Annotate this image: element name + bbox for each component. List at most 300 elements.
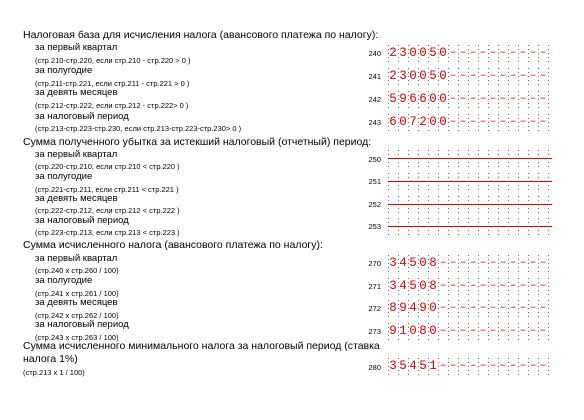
grid-dot (428, 185, 429, 186)
grid-dot (548, 154, 549, 155)
grid-dot (508, 278, 509, 279)
empty-cell-dash: – (489, 93, 497, 105)
grid-dot (488, 222, 489, 223)
grid-dot (468, 316, 469, 317)
grid-dot (478, 154, 479, 155)
grid-dot (438, 212, 439, 213)
grid-dot (528, 61, 529, 62)
grid-dot (388, 230, 389, 231)
empty-cell-dash: – (499, 302, 507, 314)
grid-dot (438, 173, 439, 174)
grid-dot (518, 45, 519, 46)
grid-dot (398, 189, 399, 190)
grid-dot (468, 45, 469, 46)
grid-dot (498, 212, 499, 213)
grid-dot (548, 316, 549, 317)
grid-dot (478, 200, 479, 201)
grid-dot (528, 234, 529, 235)
grid-dot (478, 374, 479, 375)
empty-cell-dash: – (469, 280, 477, 292)
value-field-251[interactable] (388, 172, 552, 192)
grid-dot (468, 212, 469, 213)
value-digit: 8 (389, 301, 397, 315)
row-label-240: за первый квартал (35, 42, 118, 53)
grid-dot (458, 130, 459, 131)
grid-dot (548, 53, 549, 54)
empty-cell-dash: – (529, 70, 537, 82)
grid-dot (538, 230, 539, 231)
empty-cell-dash: – (469, 47, 477, 59)
grid-dot (438, 339, 439, 340)
grid-dot (538, 358, 539, 359)
grid-dot (478, 61, 479, 62)
grid-dot (498, 358, 499, 359)
value-field-271[interactable] (388, 277, 552, 297)
row-formula-271: (стр.241 х стр.261 / 100) (35, 289, 119, 298)
grid-dot (428, 84, 429, 85)
grid-dot (458, 294, 459, 295)
grid-dot (518, 61, 519, 62)
grid-dot (498, 218, 499, 219)
grid-dot (438, 189, 439, 190)
empty-cell-dash: – (439, 360, 447, 372)
grid-dot (448, 200, 449, 201)
row-formula-270: (стр.240 х стр.260 / 100) (35, 266, 119, 275)
value-digit: 9 (419, 301, 427, 315)
value-digit: 0 (409, 69, 417, 83)
value-digit: 0 (439, 92, 447, 106)
grid-dot (538, 222, 539, 223)
line-code-252: 252 (368, 200, 381, 209)
grid-dot (508, 323, 509, 324)
empty-cell-dash: – (469, 360, 477, 372)
grid-dot (468, 234, 469, 235)
grid-dot (418, 200, 419, 201)
empty-cell-dash: – (529, 116, 537, 128)
grid-dot (388, 173, 389, 174)
grid-dot (538, 61, 539, 62)
value-field-253[interactable] (388, 217, 552, 237)
grid-dot (468, 107, 469, 108)
grid-dot (458, 177, 459, 178)
grid-dot (548, 114, 549, 115)
grid-dot (448, 358, 449, 359)
grid-dot (528, 255, 529, 256)
empty-cell-dash: – (529, 302, 537, 314)
grid-dot (488, 162, 489, 163)
grid-dot (468, 177, 469, 178)
grid-dot (418, 177, 419, 178)
grid-dot (428, 271, 429, 272)
grid-dot (498, 271, 499, 272)
empty-cell-dash: – (449, 325, 457, 337)
grid-dot (548, 200, 549, 201)
value-digit: 2 (389, 69, 397, 83)
grid-dot (518, 114, 519, 115)
grid-dot (528, 271, 529, 272)
grid-dot (458, 316, 459, 317)
grid-dot (408, 196, 409, 197)
value-digit: 5 (419, 359, 427, 373)
grid-dot (428, 339, 429, 340)
grid-dot (448, 114, 449, 115)
grid-dot (518, 208, 519, 209)
row-label-242: за девять месяцев (35, 87, 118, 98)
empty-cell-dash: – (539, 70, 547, 82)
value-field-272[interactable] (388, 299, 552, 319)
grid-dot (428, 154, 429, 155)
grid-dot (478, 234, 479, 235)
value-field-250[interactable] (388, 149, 552, 169)
grid-dot (518, 339, 519, 340)
grid-dot (538, 196, 539, 197)
grid-dot (448, 323, 449, 324)
value-field-242[interactable] (388, 90, 552, 110)
grid-dot (428, 166, 429, 167)
grid-dot (448, 130, 449, 131)
value-field-252[interactable] (388, 195, 552, 215)
grid-dot (448, 255, 449, 256)
grid-dot (478, 107, 479, 108)
empty-cell-dash: – (449, 47, 457, 59)
grid-dot (438, 162, 439, 163)
grid-dot (528, 130, 529, 131)
grid-dot (418, 234, 419, 235)
grid-dot (468, 68, 469, 69)
grid-dot (448, 189, 449, 190)
grid-dot (408, 374, 409, 375)
grid-dot (438, 294, 439, 295)
grid-dot (548, 76, 549, 77)
grid-dot (538, 107, 539, 108)
value-digit: 3 (389, 359, 397, 373)
grid-dot (548, 150, 549, 151)
grid-dot (488, 234, 489, 235)
grid-dot (418, 107, 419, 108)
row-formula-280: (стр.213 х 1 / 100) (23, 368, 85, 377)
grid-dot (538, 154, 539, 155)
grid-dot (548, 68, 549, 69)
grid-dot (508, 91, 509, 92)
grid-dot (468, 150, 469, 151)
grid-dot (448, 218, 449, 219)
grid-dot (548, 212, 549, 213)
grid-dot (398, 271, 399, 272)
grid-dot (478, 130, 479, 131)
grid-dot (538, 166, 539, 167)
grid-dot (548, 312, 549, 313)
value-digit: 0 (429, 115, 437, 129)
grid-dot (468, 162, 469, 163)
grid-dot (548, 99, 549, 100)
line-code-242: 242 (368, 95, 381, 104)
grid-dot (428, 177, 429, 178)
empty-cell-dash: – (519, 70, 527, 82)
grid-dot (508, 294, 509, 295)
empty-cell-dash: – (479, 70, 487, 82)
empty-cell-dash: – (459, 302, 467, 314)
empty-cell-dash: – (529, 325, 537, 337)
grid-dot (528, 189, 529, 190)
grid-dot (548, 72, 549, 73)
value-digit: 0 (429, 301, 437, 315)
grid-dot (448, 91, 449, 92)
grid-dot (488, 45, 489, 46)
grid-dot (458, 166, 459, 167)
value-digit: 0 (439, 115, 447, 129)
grid-dot (388, 154, 389, 155)
grid-dot (418, 130, 419, 131)
grid-dot (548, 290, 549, 291)
grid-dot (508, 166, 509, 167)
grid-dot (548, 271, 549, 272)
grid-dot (528, 339, 529, 340)
grid-dot (488, 107, 489, 108)
grid-dot (538, 278, 539, 279)
empty-cell-dash: – (459, 257, 467, 269)
grid-dot (488, 189, 489, 190)
grid-dot (468, 218, 469, 219)
grid-dot (498, 200, 499, 201)
grid-dot (498, 234, 499, 235)
grid-dot (518, 150, 519, 151)
row-label-243: за налоговый период (35, 111, 129, 122)
grid-dot (478, 189, 479, 190)
grid-dot (538, 374, 539, 375)
empty-cell-dash: – (469, 325, 477, 337)
value-digit: 0 (439, 69, 447, 83)
grid-dot (448, 177, 449, 178)
grid-dot (518, 323, 519, 324)
value-field-243[interactable] (388, 113, 552, 133)
grid-dot (518, 185, 519, 186)
grid-dot (518, 271, 519, 272)
grid-dot (548, 308, 549, 309)
grid-dot (548, 327, 549, 328)
grid-dot (468, 114, 469, 115)
grid-dot (508, 189, 509, 190)
grid-dot (548, 173, 549, 174)
value-digit: 4 (399, 279, 407, 293)
grid-dot (408, 271, 409, 272)
line-code-273: 273 (368, 327, 381, 336)
grid-dot (388, 162, 389, 163)
grid-dot (408, 218, 409, 219)
grid-dot (548, 122, 549, 123)
value-field-280[interactable] (388, 357, 552, 377)
grid-dot (408, 162, 409, 163)
grid-dot (548, 339, 549, 340)
grid-dot (458, 255, 459, 256)
grid-dot (478, 294, 479, 295)
grid-dot (438, 200, 439, 201)
grid-dot (548, 118, 549, 119)
grid-dot (518, 316, 519, 317)
empty-cell-dash: – (509, 116, 517, 128)
row-label-272: за девять месяцев (35, 297, 118, 308)
grid-dot (438, 358, 439, 359)
grid-dot (398, 185, 399, 186)
grid-dot (498, 166, 499, 167)
empty-cell-dash: – (509, 257, 517, 269)
grid-dot (478, 68, 479, 69)
empty-cell-dash: – (499, 360, 507, 372)
grid-dot (548, 57, 549, 58)
grid-dot (468, 189, 469, 190)
grid-dot (498, 91, 499, 92)
grid-dot (488, 154, 489, 155)
value-digit: 5 (409, 279, 417, 293)
grid-dot (468, 84, 469, 85)
grid-dot (448, 84, 449, 85)
row-formula-273: (стр.243 х стр.263 / 100) (35, 333, 119, 342)
grid-dot (538, 68, 539, 69)
grid-dot (388, 374, 389, 375)
row-formula-242: (стр.212-стр.222, если стр.212 - стр.222> 0 ) (35, 101, 189, 110)
grid-dot (448, 294, 449, 295)
grid-dot (488, 150, 489, 151)
grid-dot (508, 234, 509, 235)
grid-dot (388, 166, 389, 167)
grid-dot (408, 208, 409, 209)
grid-dot (398, 84, 399, 85)
grid-dot (508, 114, 509, 115)
grid-dot (538, 45, 539, 46)
grid-dot (448, 234, 449, 235)
grid-dot (538, 150, 539, 151)
grid-dot (468, 271, 469, 272)
empty-cell-dash: – (529, 280, 537, 292)
empty-cell-dash: – (539, 116, 547, 128)
grid-dot (518, 234, 519, 235)
empty-cell-dash: – (509, 325, 517, 337)
grid-dot (398, 154, 399, 155)
empty-cell-dash: – (519, 93, 527, 105)
empty-cell-dash: – (439, 325, 447, 337)
grid-dot (408, 200, 409, 201)
value-digit: 8 (419, 324, 427, 338)
grid-dot (458, 374, 459, 375)
grid-dot (388, 177, 389, 178)
grid-dot (398, 339, 399, 340)
grid-dot (488, 177, 489, 178)
row-label-273: за налоговый период (35, 319, 129, 330)
grid-dot (548, 234, 549, 235)
grid-dot (478, 316, 479, 317)
grid-dot (478, 162, 479, 163)
value-digit: 5 (389, 92, 397, 106)
grid-dot (548, 335, 549, 336)
grid-dot (478, 114, 479, 115)
grid-dot (438, 218, 439, 219)
empty-cell-dash: – (469, 116, 477, 128)
row-label-271: за полугодие (35, 275, 93, 286)
empty-cell-dash: – (449, 116, 457, 128)
grid-dot (428, 222, 429, 223)
grid-dot (398, 208, 399, 209)
grid-dot (528, 374, 529, 375)
empty-cell-dash: – (479, 325, 487, 337)
grid-dot (548, 300, 549, 301)
grid-dot (508, 185, 509, 186)
empty-cell-dash: – (499, 280, 507, 292)
grid-dot (518, 84, 519, 85)
value-field-270[interactable] (388, 254, 552, 274)
row-formula-241: (стр.211-стр.221, если стр.211 - стр.221 > 0 ) (35, 79, 190, 88)
empty-cell-dash: – (479, 47, 487, 59)
grid-dot (438, 255, 439, 256)
empty-cell-dash: – (519, 325, 527, 337)
grid-dot (388, 107, 389, 108)
grid-dot (428, 230, 429, 231)
empty-cell-dash: – (459, 47, 467, 59)
value-digit: 9 (399, 301, 407, 315)
row-formula-240: (стр.210-стр.220, если стр.210 - стр.220 > 0 ) (35, 56, 191, 65)
grid-dot (458, 271, 459, 272)
grid-dot (498, 177, 499, 178)
grid-dot (518, 162, 519, 163)
grid-dot (398, 107, 399, 108)
grid-dot (478, 177, 479, 178)
line-code-253: 253 (368, 222, 381, 231)
value-digit: 2 (419, 115, 427, 129)
value-field-273[interactable] (388, 322, 552, 342)
grid-dot (548, 286, 549, 287)
grid-dot (478, 84, 479, 85)
grid-dot (448, 166, 449, 167)
grid-dot (388, 234, 389, 235)
value-digit: 3 (399, 69, 407, 83)
grid-dot (508, 200, 509, 201)
section-heading-min-tax: Сумма исчисленного минимального налога за налоговый период (ставка (23, 340, 380, 352)
grid-dot (418, 316, 419, 317)
grid-dot (528, 162, 529, 163)
grid-dot (528, 278, 529, 279)
grid-dot (508, 208, 509, 209)
grid-dot (478, 212, 479, 213)
grid-dot (518, 374, 519, 375)
line-code-251: 251 (368, 177, 381, 186)
grid-dot (528, 177, 529, 178)
value-digit: 8 (429, 279, 437, 293)
empty-cell-dash: – (529, 47, 537, 59)
grid-dot (488, 114, 489, 115)
grid-dot (438, 196, 439, 197)
grid-dot (528, 185, 529, 186)
grid-dot (508, 84, 509, 85)
value-digit: 0 (429, 92, 437, 106)
grid-dot (518, 255, 519, 256)
grid-dot (398, 374, 399, 375)
empty-cell-dash: – (519, 116, 527, 128)
grid-dot (488, 255, 489, 256)
grid-dot (408, 185, 409, 186)
grid-dot (528, 358, 529, 359)
empty-cell-dash: – (439, 302, 447, 314)
grid-dot (548, 362, 549, 363)
grid-dot (538, 300, 539, 301)
grid-dot (528, 218, 529, 219)
grid-dot (448, 185, 449, 186)
grid-dot (438, 177, 439, 178)
grid-dot (428, 234, 429, 235)
row-formula-272: (стр.242 х стр.262 / 100) (35, 311, 119, 320)
value-field-240[interactable] (388, 44, 552, 64)
grid-dot (448, 61, 449, 62)
value-field-241[interactable] (388, 67, 552, 87)
grid-dot (538, 271, 539, 272)
grid-dot (528, 200, 529, 201)
